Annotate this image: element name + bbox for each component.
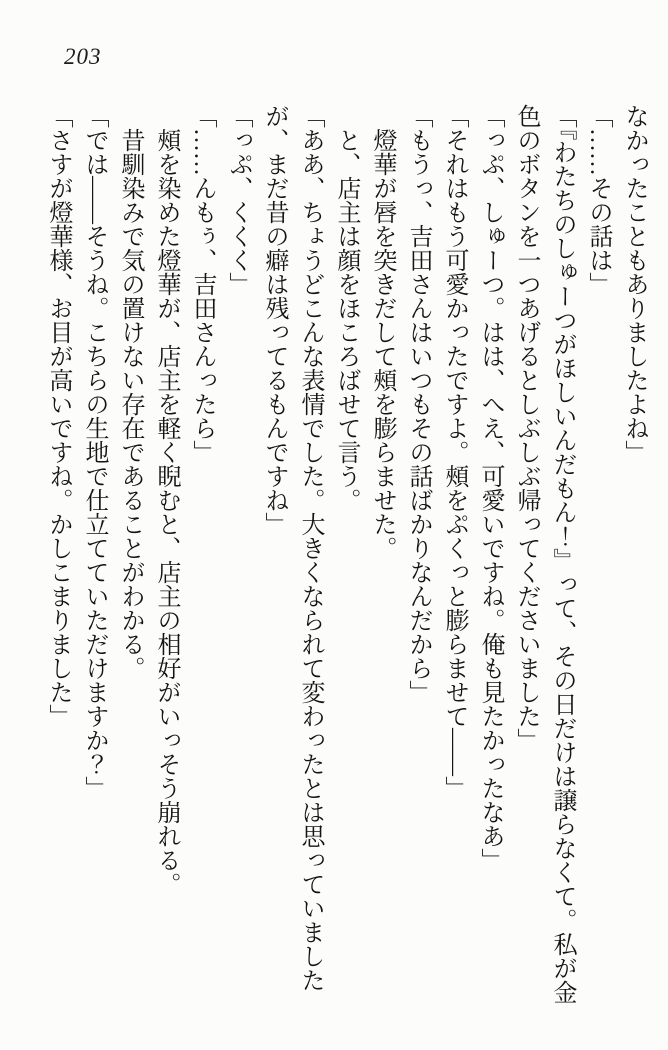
paragraph: 「っぷ、しゅーつ。はは、へえ、可愛いですね。俺も見たかったなあ」 [477, 104, 503, 872]
text-body [36, 104, 652, 1020]
paragraph: 「ああ、ちょうどこんな表情でした。大きくなられて変わったとは思っていましたが、まだ昔の癖は残ってるもんですね」 [261, 104, 323, 992]
paragraph: 「もうっ、吉田さんはいつもその話ばかりなんだから」 [405, 104, 431, 704]
page-number: 203 [64, 44, 102, 69]
paragraph: 「それはもう可愛かったですよ。頰をぷくっと膨らませて――」 [441, 104, 467, 800]
paragraph: 「さすが燈華様、お目が高いですね。かしこまりました」 [45, 104, 71, 728]
paragraph: 昔馴染みで気の置けない存在であることがわかる。 [117, 128, 143, 680]
paragraph: 「……その話は」 [585, 104, 611, 296]
paragraph: 「では――そうね。こちらの生地で仕立てていただけますか？」 [81, 104, 107, 800]
paragraph: 燈華が唇を突きだして頰を膨らませた。 [369, 128, 395, 560]
paragraph: なかったこともありましたよね」 [621, 104, 647, 464]
paragraph: 「っぷ、くくく」 [225, 104, 251, 296]
paragraph: 「……んもぅ、吉田さんったら」 [189, 104, 215, 464]
paragraph: 「『わたちのしゅーつがほしいんだもん！』って、その日だけは譲らなくて。私が金色のボタンを一つあげるとしぶしぶ帰ってくださいました」 [513, 104, 575, 1004]
paragraph: と、店主は顔をほころばせて言う。 [333, 128, 359, 512]
paragraph: 頰を染めた燈華が、店主を軽く睨むと、店主の相好がいっそう崩れる。 [153, 128, 179, 896]
